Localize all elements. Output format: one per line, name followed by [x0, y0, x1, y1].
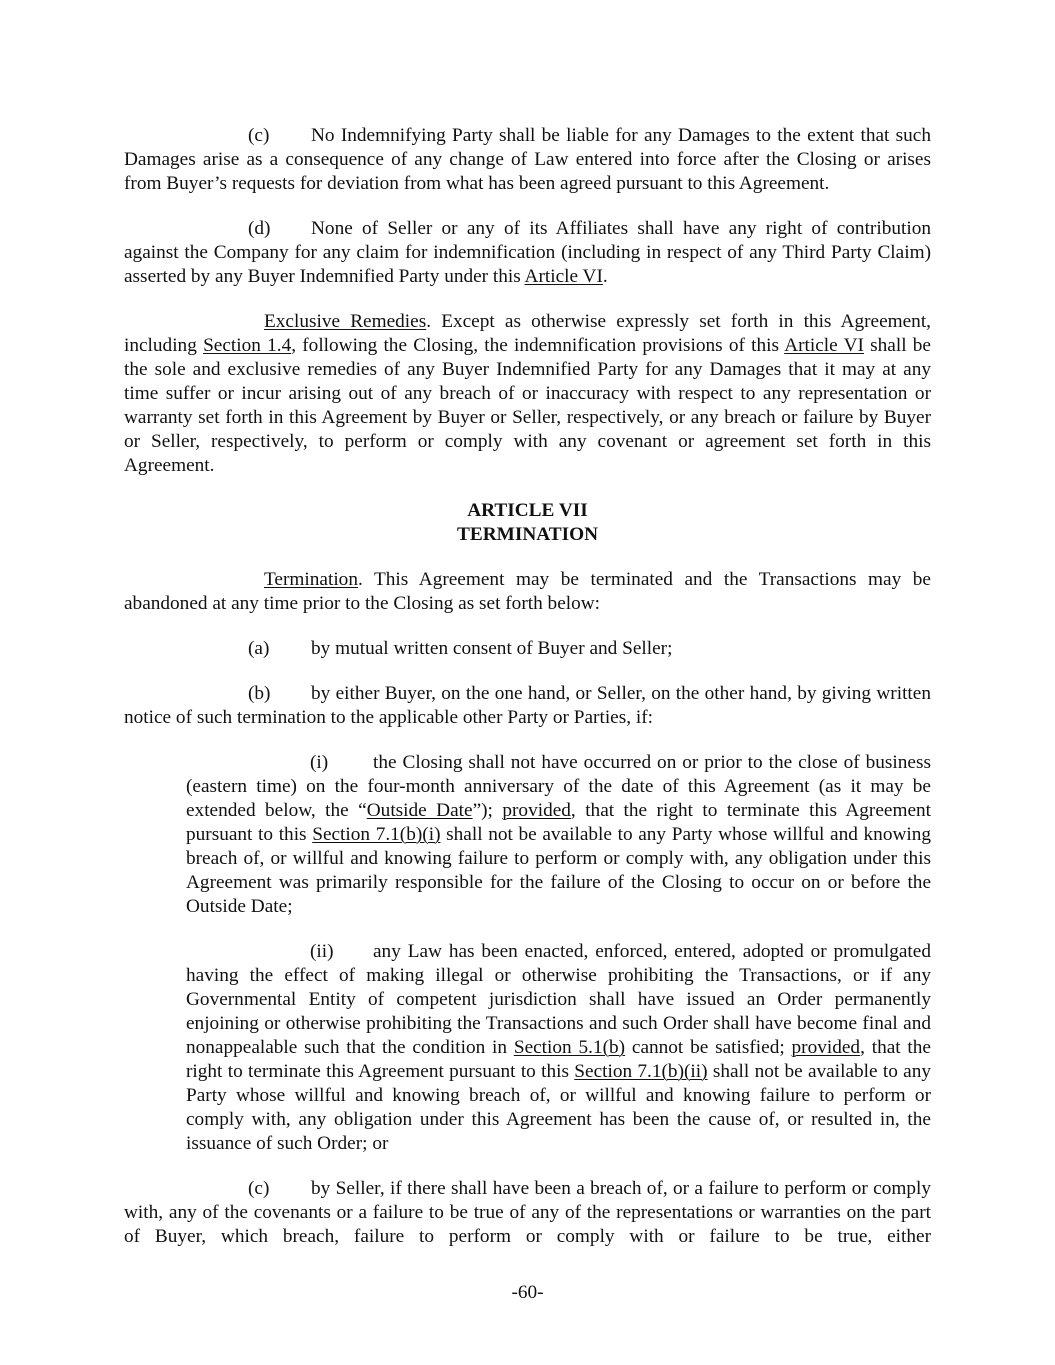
- clause-label: (ii): [310, 941, 334, 962]
- clause-text: by Seller, if there shall have been a breach of, or a failure to perform or comply with, any of the covenants or a failure to be true of any of the representations or warranties on the part of Buyer, which breach, failure to perform or comply with or failure to be true, either: [124, 1178, 931, 1247]
- article-heading: [124, 499, 931, 547]
- clause-label: (a): [248, 638, 270, 659]
- section-title: Exclusive Remedies: [264, 311, 427, 332]
- section-7-1-b-i-reference: Section 7.1(b)(i): [312, 824, 441, 845]
- clause-b-i-outside-date: (i) the Closing shall not have occurred on or prior to the close of business (eastern time) on the four-month anniversary of the date of this Agreement (as it may be extended below, the “Outside Date”); provided, that the right to terminate this Agreement pursuant to this Section 7.1(b)(i) shall not be available to any Party whose willful and knowing breach of, or willful and knowing failure to perform or comply with, any obligation under this Agreement was primarily responsible for the failure of the Closing to occur on or before the Outside Date;: [186, 752, 932, 917]
- clause-label: (b): [248, 683, 271, 704]
- section-1-4-reference: Section 1.4: [203, 335, 292, 356]
- clause-b-either-party: [124, 682, 931, 730]
- provided-term: provided: [791, 1037, 861, 1058]
- article-title: TERMINATION: [456, 524, 599, 545]
- paragraph-d-contribution: (d) None of Seller or any of its Affiliates shall have any right of contribution against the Company for any claim for indemnification (including in respect of any Third Party Claim) asserted by any Buyer Indemnified Party under this Article VI.: [124, 218, 931, 287]
- exclusive-remedies-section: Exclusive Remedies. Except as otherwise expressly set forth in this Agreement, including Section 1.4, following the Closing, the indemnification provisions of this Article VI shall be the sole and exclusive remedies of any Buyer Indemnified Party for any Damages that it may at any time suffer or incur arising out of any breach of or inaccuracy with respect to any representation or warranty set forth in this Agreement by Buyer or Seller, respectively, or any breach or failure by Buyer or Seller, respectively, to perform or comply with any covenant or agreement set forth in this Agreement.: [124, 311, 932, 476]
- article-vi-reference: Article VI: [784, 335, 864, 356]
- clause-c-seller-breach: [124, 1177, 931, 1249]
- clause-text: No Indemnifying Party shall be liable for any Damages to the extent that such Damages arise as a consequence of any change of Law entered into force after the Closing or arises from Buyer’s requests for deviation from what has been agreed pursuant to this Agreement.: [124, 125, 931, 194]
- clause-label: (c): [248, 1178, 270, 1199]
- article-number: ARTICLE VII: [467, 500, 588, 521]
- clause-text: by either Buyer, on the one hand, or Seller, on the other hand, by giving written notice of such termination to the applicable other Party or Parties, if:: [124, 683, 931, 728]
- section-5-1-b-reference: Section 5.1(b): [513, 1037, 626, 1058]
- section-title: Termination: [264, 569, 358, 590]
- article-vi-reference: Article VI: [524, 266, 603, 287]
- provided-term: provided: [502, 800, 571, 821]
- clause-label: (d): [248, 218, 271, 239]
- clause-b-ii-law-prohibition: (ii) any Law has been enacted, enforced, entered, adopted or promulgated having the effect of making illegal or otherwise prohibiting the Transactions, or if any Governmental Entity of competent jurisdiction shall have issued an Order permanently enjoining or otherwise prohibiting the Transactions and such Order shall have become final and nonappealable such that the condition in Section 5.1(b) cannot be satisfied; provided, that the right to terminate this Agreement pursuant to this Section 7.1(b)(ii) shall not be available to any Party whose willful and knowing breach of, or willful and knowing failure to perform or comply with, any obligation under this Agreement has been the cause of, or resulted in, the issuance of such Order; or: [186, 941, 931, 1154]
- outside-date-term: Outside Date: [366, 800, 473, 821]
- section-7-1-b-ii-reference: Section 7.1(b)(ii): [574, 1061, 708, 1082]
- clause-text: None of Seller or any of its Affiliates shall have any right of contribution against the Company for any claim for indemnification (including in respect of any Third Party Claim) asserted by any Buyer Indemnified Party under this: [124, 218, 931, 287]
- page-number: -60-: [511, 1282, 544, 1303]
- document-page: [124, 124, 931, 1270]
- clause-label: (c): [248, 125, 270, 146]
- clause-label: (i): [310, 752, 329, 773]
- paragraph-c-indemnification: [124, 124, 931, 196]
- termination-section: Termination. This Agreement may be terminated and the Transactions may be abandoned at any time prior to the Closing as set forth below:: [124, 569, 931, 614]
- clause-a-mutual-consent: [124, 637, 931, 661]
- clause-text: by mutual written consent of Buyer and Seller;: [311, 638, 673, 659]
